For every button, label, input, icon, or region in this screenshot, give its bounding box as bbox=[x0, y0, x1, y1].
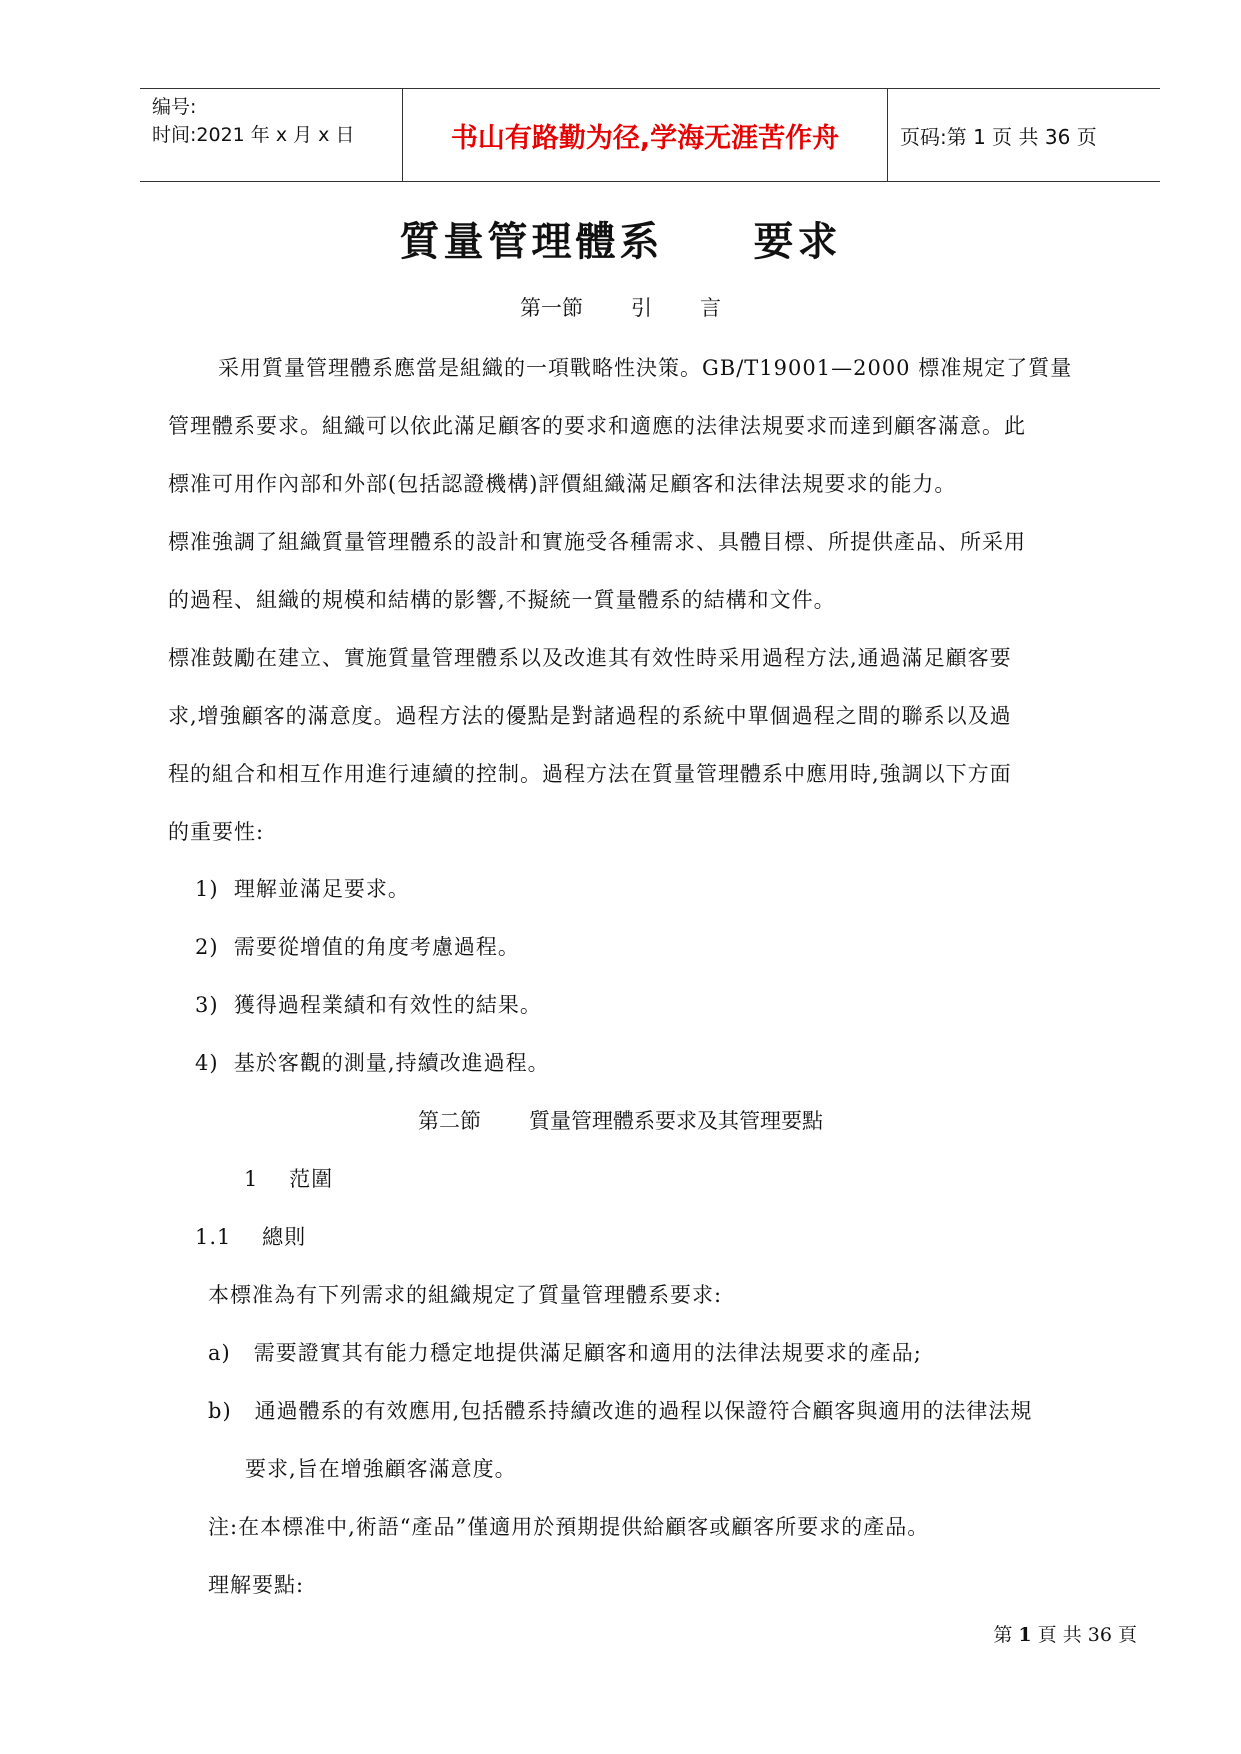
understanding-heading: 理解要點: bbox=[208, 1573, 305, 1597]
clause-number: 1 bbox=[244, 1167, 259, 1191]
footer-total: 36 bbox=[1087, 1624, 1112, 1646]
motto: 书山有路勤为径,学海无涯苦作舟 bbox=[450, 122, 840, 154]
list-item-text: 通過體系的有效應用,包括體系持續改進的過程以保證符合顧客與適用的法律法規 bbox=[254, 1399, 1033, 1423]
number-label: 编号: bbox=[152, 96, 197, 118]
paragraph-line: 的重要性: bbox=[168, 820, 265, 844]
list-item-text: 需要從增值的角度考慮過程。 bbox=[233, 935, 520, 959]
time-label: 时间:2021 年 x 月 x 日 bbox=[152, 124, 355, 146]
clause-heading bbox=[195, 1221, 306, 1251]
list-item-text: 獲得過程業績和有效性的結果。 bbox=[233, 993, 542, 1017]
paragraph-line: 管理體系要求。組織可以依此滿足顧客的要求和適應的法律法規要求而達到顧客滿意。此 bbox=[168, 414, 1026, 438]
list-item bbox=[208, 1395, 1032, 1425]
list-item-number: b) bbox=[208, 1399, 232, 1423]
footer-page: 1 bbox=[1018, 1624, 1032, 1646]
paragraph-line: 的過程、組織的規模和結構的影響,不擬統一質量體系的結構和文件。 bbox=[168, 588, 836, 612]
section2-title: 質量管理體系要求及其管理要點 bbox=[529, 1109, 823, 1133]
paragraph-line: 程的組合和相互作用進行連續的控制。過程方法在質量管理體系中應用時,強調以下方面 bbox=[168, 762, 1012, 786]
intro-text: 本標准為有下列需求的組織規定了質量管理體系要求: bbox=[208, 1283, 723, 1307]
section1-title-b: 言 bbox=[700, 296, 721, 320]
header-table bbox=[140, 88, 1160, 182]
paragraph-line: 標准可用作內部和外部(包括認證機構)評價組織滿足顧客和法律法規要求的能力。 bbox=[168, 472, 957, 496]
list-item-number: 1) bbox=[195, 877, 219, 901]
section1-title-a: 引 bbox=[631, 296, 652, 320]
header-motto-cell bbox=[403, 89, 888, 181]
document-title bbox=[0, 210, 1241, 267]
list-item-continuation: 要求,旨在增強顧客滿意度。 bbox=[245, 1457, 517, 1481]
paragraph-line: 標准鼓勵在建立、實施質量管理體系以及改進其有效性時采用過程方法,通過滿足顧客要 bbox=[168, 646, 1012, 670]
list-item bbox=[208, 1337, 922, 1367]
footer-pre: 第 bbox=[993, 1624, 1013, 1646]
header-page-cell bbox=[888, 89, 1160, 181]
paragraph-line: 標准強調了組織質量管理體系的設計和實施受各種需求、具體目標、所提供產品、所采用 bbox=[168, 530, 1026, 554]
list-item-number: 2) bbox=[195, 935, 219, 959]
footer-mid: 頁 共 bbox=[1037, 1624, 1082, 1646]
title-part1: 質量管理體系 bbox=[399, 218, 664, 265]
section1-number: 第一節 bbox=[520, 296, 583, 320]
clause-number: 1.1 bbox=[195, 1225, 232, 1249]
clause-title: 范圍 bbox=[289, 1167, 334, 1191]
list-item-number: 3) bbox=[195, 993, 219, 1017]
section1-heading bbox=[0, 292, 1241, 322]
paragraph-line: 求,增強顧客的滿意度。過程方法的優點是對諸過程的系統中單個過程之間的聯系以及過 bbox=[168, 704, 1012, 728]
page-label: 页码:第 1 页 共 36 页 bbox=[900, 124, 1097, 149]
list-item bbox=[195, 989, 542, 1019]
list-item-text: 基於客觀的測量,持續改進過程。 bbox=[233, 1051, 550, 1075]
title-part2: 要求 bbox=[753, 218, 842, 265]
footer-post: 頁 bbox=[1117, 1624, 1137, 1646]
note-text: 注:在本標准中,術語“產品”僅適用於預期提供給顧客或顧客所要求的產品。 bbox=[208, 1515, 930, 1539]
clause-title: 總則 bbox=[262, 1225, 307, 1249]
page-footer bbox=[993, 1620, 1137, 1647]
list-item-text: 理解並滿足要求。 bbox=[233, 877, 410, 901]
list-item bbox=[195, 1047, 550, 1077]
paragraph-line: 采用質量管理體系應當是組織的一項戰略性決策。GB/T19001—2000 標准規定了質量 bbox=[218, 356, 1073, 380]
list-item-number: 4) bbox=[195, 1051, 219, 1075]
list-item bbox=[195, 931, 520, 961]
section2-heading bbox=[0, 1105, 1241, 1135]
list-item-text: 需要證實其有能力穩定地提供滿足顧客和適用的法律法規要求的產品; bbox=[253, 1341, 922, 1365]
list-item-number: a) bbox=[208, 1341, 231, 1365]
section2-number: 第二節 bbox=[418, 1109, 481, 1133]
list-item bbox=[195, 873, 410, 903]
clause-heading bbox=[244, 1163, 333, 1193]
header-left-cell bbox=[140, 89, 403, 181]
